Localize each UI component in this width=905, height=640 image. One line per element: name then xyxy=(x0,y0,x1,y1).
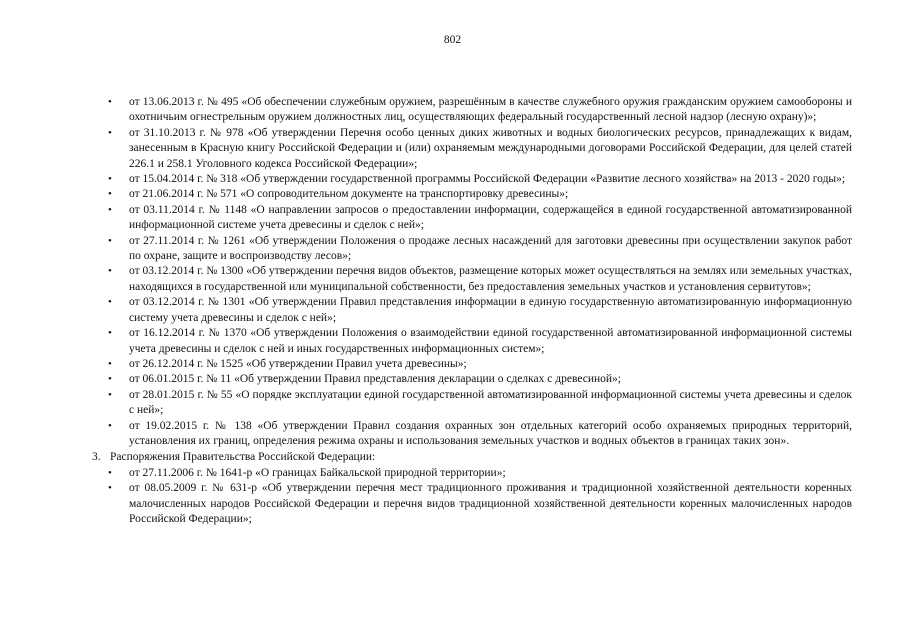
bullet-icon: • xyxy=(108,373,112,386)
page-number: 802 xyxy=(443,34,462,46)
list-item xyxy=(92,326,852,357)
bullet-icon: • xyxy=(108,296,112,309)
list-item xyxy=(92,95,852,126)
bullet-icon: • xyxy=(108,234,112,247)
list-item xyxy=(92,372,852,387)
bullet-icon: • xyxy=(108,388,112,401)
list-item xyxy=(92,466,852,481)
list-item-text: от 03.12.2014 г. № 1300 «Об утверждении перечня видов объектов, размещение которых может осуществляться на землях или земельных участках, находящихся в государственной или муниципальной собственности, без предоставления земельных участков и установления сервитутов»; xyxy=(129,265,852,293)
list-item-text: от 06.01.2015 г. № 11 «Об утверждении Правил представления декларации о сделках с древесиной»; xyxy=(129,373,621,386)
list-item-text: от 28.01.2015 г. № 55 «О порядке эксплуатации единой государственной автоматизированной информационной системы учета древесины и сделок с ней»; xyxy=(129,388,852,417)
section-title: Распоряжения Правительства Российской Федерации: xyxy=(110,451,376,464)
bullet-icon: • xyxy=(108,482,112,495)
document-body xyxy=(92,95,852,527)
list-item-text: от 21.06.2014 г. № 571 «О сопроводительном документе на транспортировку древесины»; xyxy=(129,188,569,201)
bullet-icon: • xyxy=(108,466,112,479)
list-item-text: от 15.04.2014 г. № 318 «Об утверждении государственной программы Российской Федерации «Развитие лесного хозяйства» на 2013 - 2020 годы»; xyxy=(129,173,846,186)
list-item xyxy=(92,388,852,419)
list-item xyxy=(92,481,852,527)
list-item-text: от 27.11.2006 г. № 1641-р «О границах Байкальской природной территории»; xyxy=(129,466,506,479)
list-item-text: от 13.06.2013 г. № 495 «Об обеспечении служебным оружием, разрешённым в качестве служебного оружия гражданским оружием самообороны и охотничьим огнестрельным оружием должностных лиц, осуществляющих федеральный государственный лесной надзор (лесную охрану)»; xyxy=(129,96,852,124)
regulation-list xyxy=(92,95,852,449)
list-item-text: от 03.11.2014 г. № 1148 «О направлении запросов о предоставлении информации, содержащейся в единой государственной автоматизированной информационной системе учета древесины и сделок с ней»; xyxy=(129,203,852,232)
section-heading xyxy=(92,450,852,465)
list-item xyxy=(92,419,852,450)
list-item xyxy=(92,234,852,265)
bullet-icon: • xyxy=(108,126,112,139)
bullet-icon: • xyxy=(108,357,112,370)
bullet-icon: • xyxy=(108,265,112,278)
bullet-icon: • xyxy=(108,188,112,201)
list-item-text: от 03.12.2014 г. № 1301 «Об утверждении Правил представления информации в единую государственную автоматизированную информационную систему учета древесины и сделок с ней»; xyxy=(129,296,852,324)
list-item-text: от 26.12.2014 г. № 1525 «Об утверждении Правил учета древесины»; xyxy=(129,357,467,370)
bullet-icon: • xyxy=(108,419,112,432)
section-number: 3. xyxy=(92,451,101,464)
bullet-icon: • xyxy=(108,327,112,340)
list-item-text: от 16.12.2014 г. № 1370 «Об утверждении Положения о взаимодействии единой государственной автоматизированной информационной системы учета древесины и сделок с ней и иных государственных информационных систем»; xyxy=(129,327,852,355)
bullet-icon: • xyxy=(108,203,112,216)
list-item-text: от 19.02.2015 г. № 138 «Об утверждении Правил создания охранных зон отдельных категорий особо охраняемых природных территорий, установления их границ, определения режима охраны и использования земельных участков и водных объектов в границах таких зон». xyxy=(129,419,852,447)
list-item-text: от 31.10.2013 г. № 978 «Об утверждении Перечня особо ценных диких животных и водных биологических ресурсов, принадлежащих к видам, занесенным в Красную книгу Российской Федерации и (или) охраняемым международными договорами Российской Федерации, для целей статей 226.1 и 258.1 Уголовного кодекса Российской Федерации»; xyxy=(129,126,852,170)
bullet-icon: • xyxy=(108,173,112,186)
list-item xyxy=(92,295,852,326)
directive-list xyxy=(92,466,852,528)
list-item xyxy=(92,126,852,172)
list-item xyxy=(92,187,852,202)
list-item xyxy=(92,203,852,234)
list-item xyxy=(92,172,852,187)
list-item xyxy=(92,357,852,372)
list-item-text: от 27.11.2014 г. № 1261 «Об утверждении Положения о продаже лесных насаждений для заготовки древесины при осуществлении закупок работ по охране, защите и воспроизводству лесов»; xyxy=(129,234,852,263)
list-item xyxy=(92,264,852,295)
bullet-icon: • xyxy=(108,96,112,108)
list-item-text: от 08.05.2009 г. № 631-р «Об утверждении перечня мест традиционного проживания и традиционной хозяйственной деятельности коренных малочисленных народов Российской Федерации и перечня видов традиционной хозяйственной деятельности коренных малочисленных народов Российской Федерации»; xyxy=(129,482,852,525)
